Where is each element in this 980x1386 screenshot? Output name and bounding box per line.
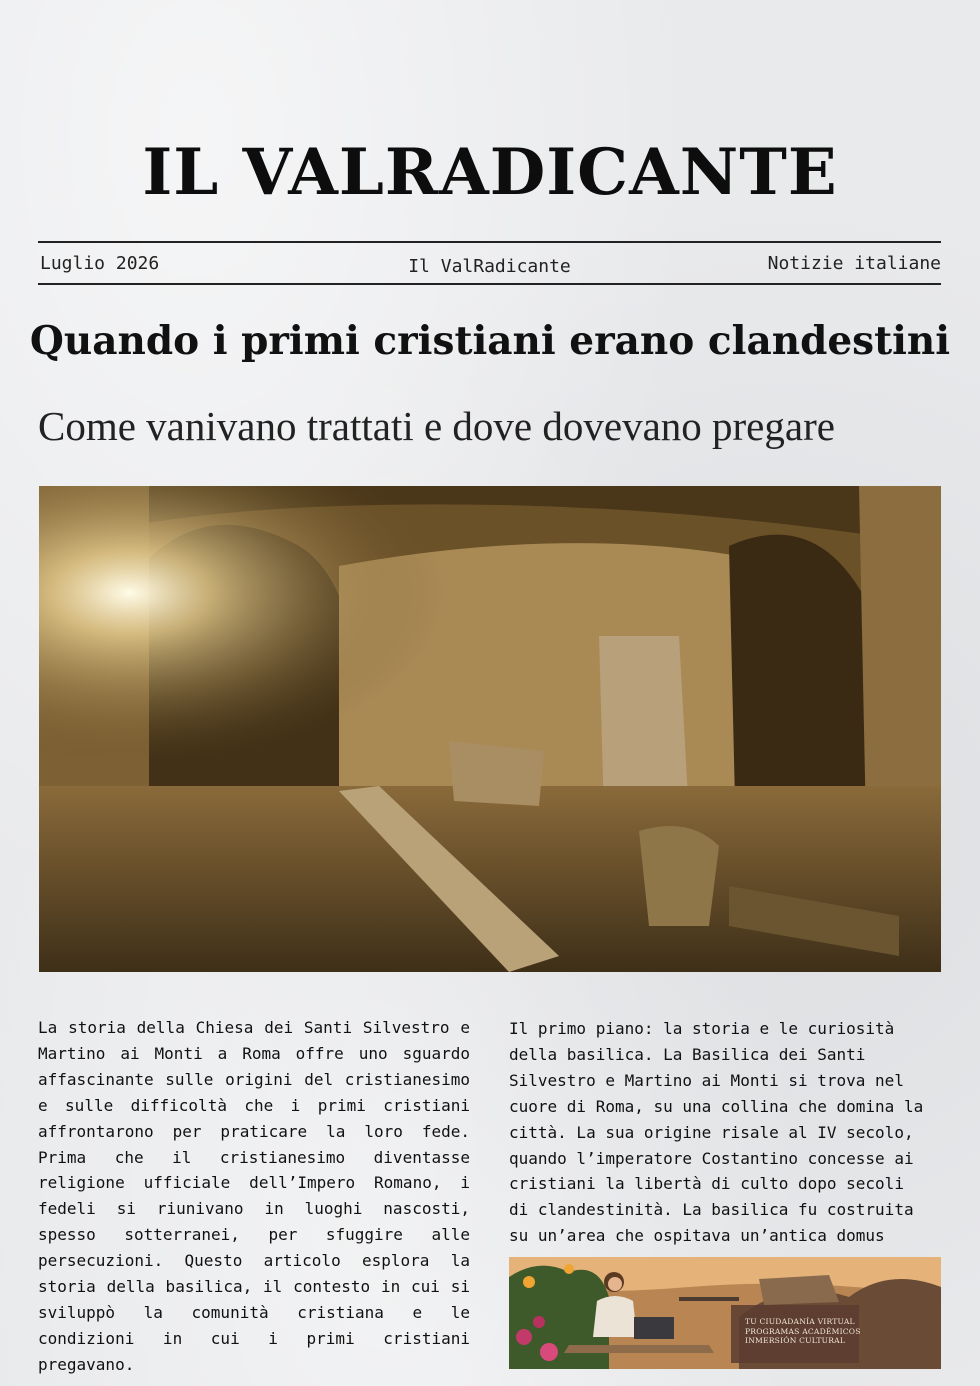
article-column-right: Il primo piano: la storia e le curiosità della basilica. La Basilica dei Santi Silvestro e Martino ai Monti si trova nel cuore di Roma, su una collina che domina la città. La sua origine risale al IV secolo, quando l’imperatore Costantino concesse ai cristiani la libertà di culto dopo secoli di clandestinità. La basilica fu costruita su un’area che ospitava un’antica domus (509, 1019, 924, 1246)
section-label: Notizie italiane (767, 253, 941, 274)
header-rule-top (38, 241, 941, 243)
article-column-left: La storia della Chiesa dei Santi Silvestro e Martino ai Monti a Roma offre uno sguardo affascinante sulle origini del cristianesimo e sulle difficoltà che i primi cristiani affrontarono per praticare la loro fede. Prima che il cristianesimo diventasse religione ufficiale dell’Impero Romano, i fedeli si riunivano in luoghi nascosti, spesso sotterranei, per sfuggire alle persecuzioni. Questo articolo esplora la storia della basilica, il contesto in cui si sviluppò la comunità cristiana e le condizioni in cui i primi cristiani pregavano. (38, 1018, 470, 1374)
promo-line-3: INMERSIÓN CULTURAL (745, 1336, 846, 1345)
article-subheadline: Come vanivano trattati e dove dovevano pregare (38, 403, 835, 449)
promo-line-1: TU CIUDADANÍA VIRTUAL (745, 1317, 855, 1326)
masthead-title: IL VALRADICANTE (142, 135, 838, 210)
promo-sign (731, 1305, 859, 1363)
article-headline: Quando i primi cristiani erano clandestini (29, 318, 951, 364)
promo-illustration (509, 1257, 941, 1369)
header-rule-bottom (38, 283, 941, 285)
issue-date: Luglio 2026 (40, 253, 160, 274)
header-info-bar (38, 251, 941, 279)
article-photo-catacomb (39, 486, 941, 972)
publication-name: Il ValRadicante (408, 256, 571, 277)
promo-line-2: PROGRAMAS ACADÉMICOS (745, 1326, 861, 1336)
promo-banner[interactable] (509, 1257, 941, 1369)
